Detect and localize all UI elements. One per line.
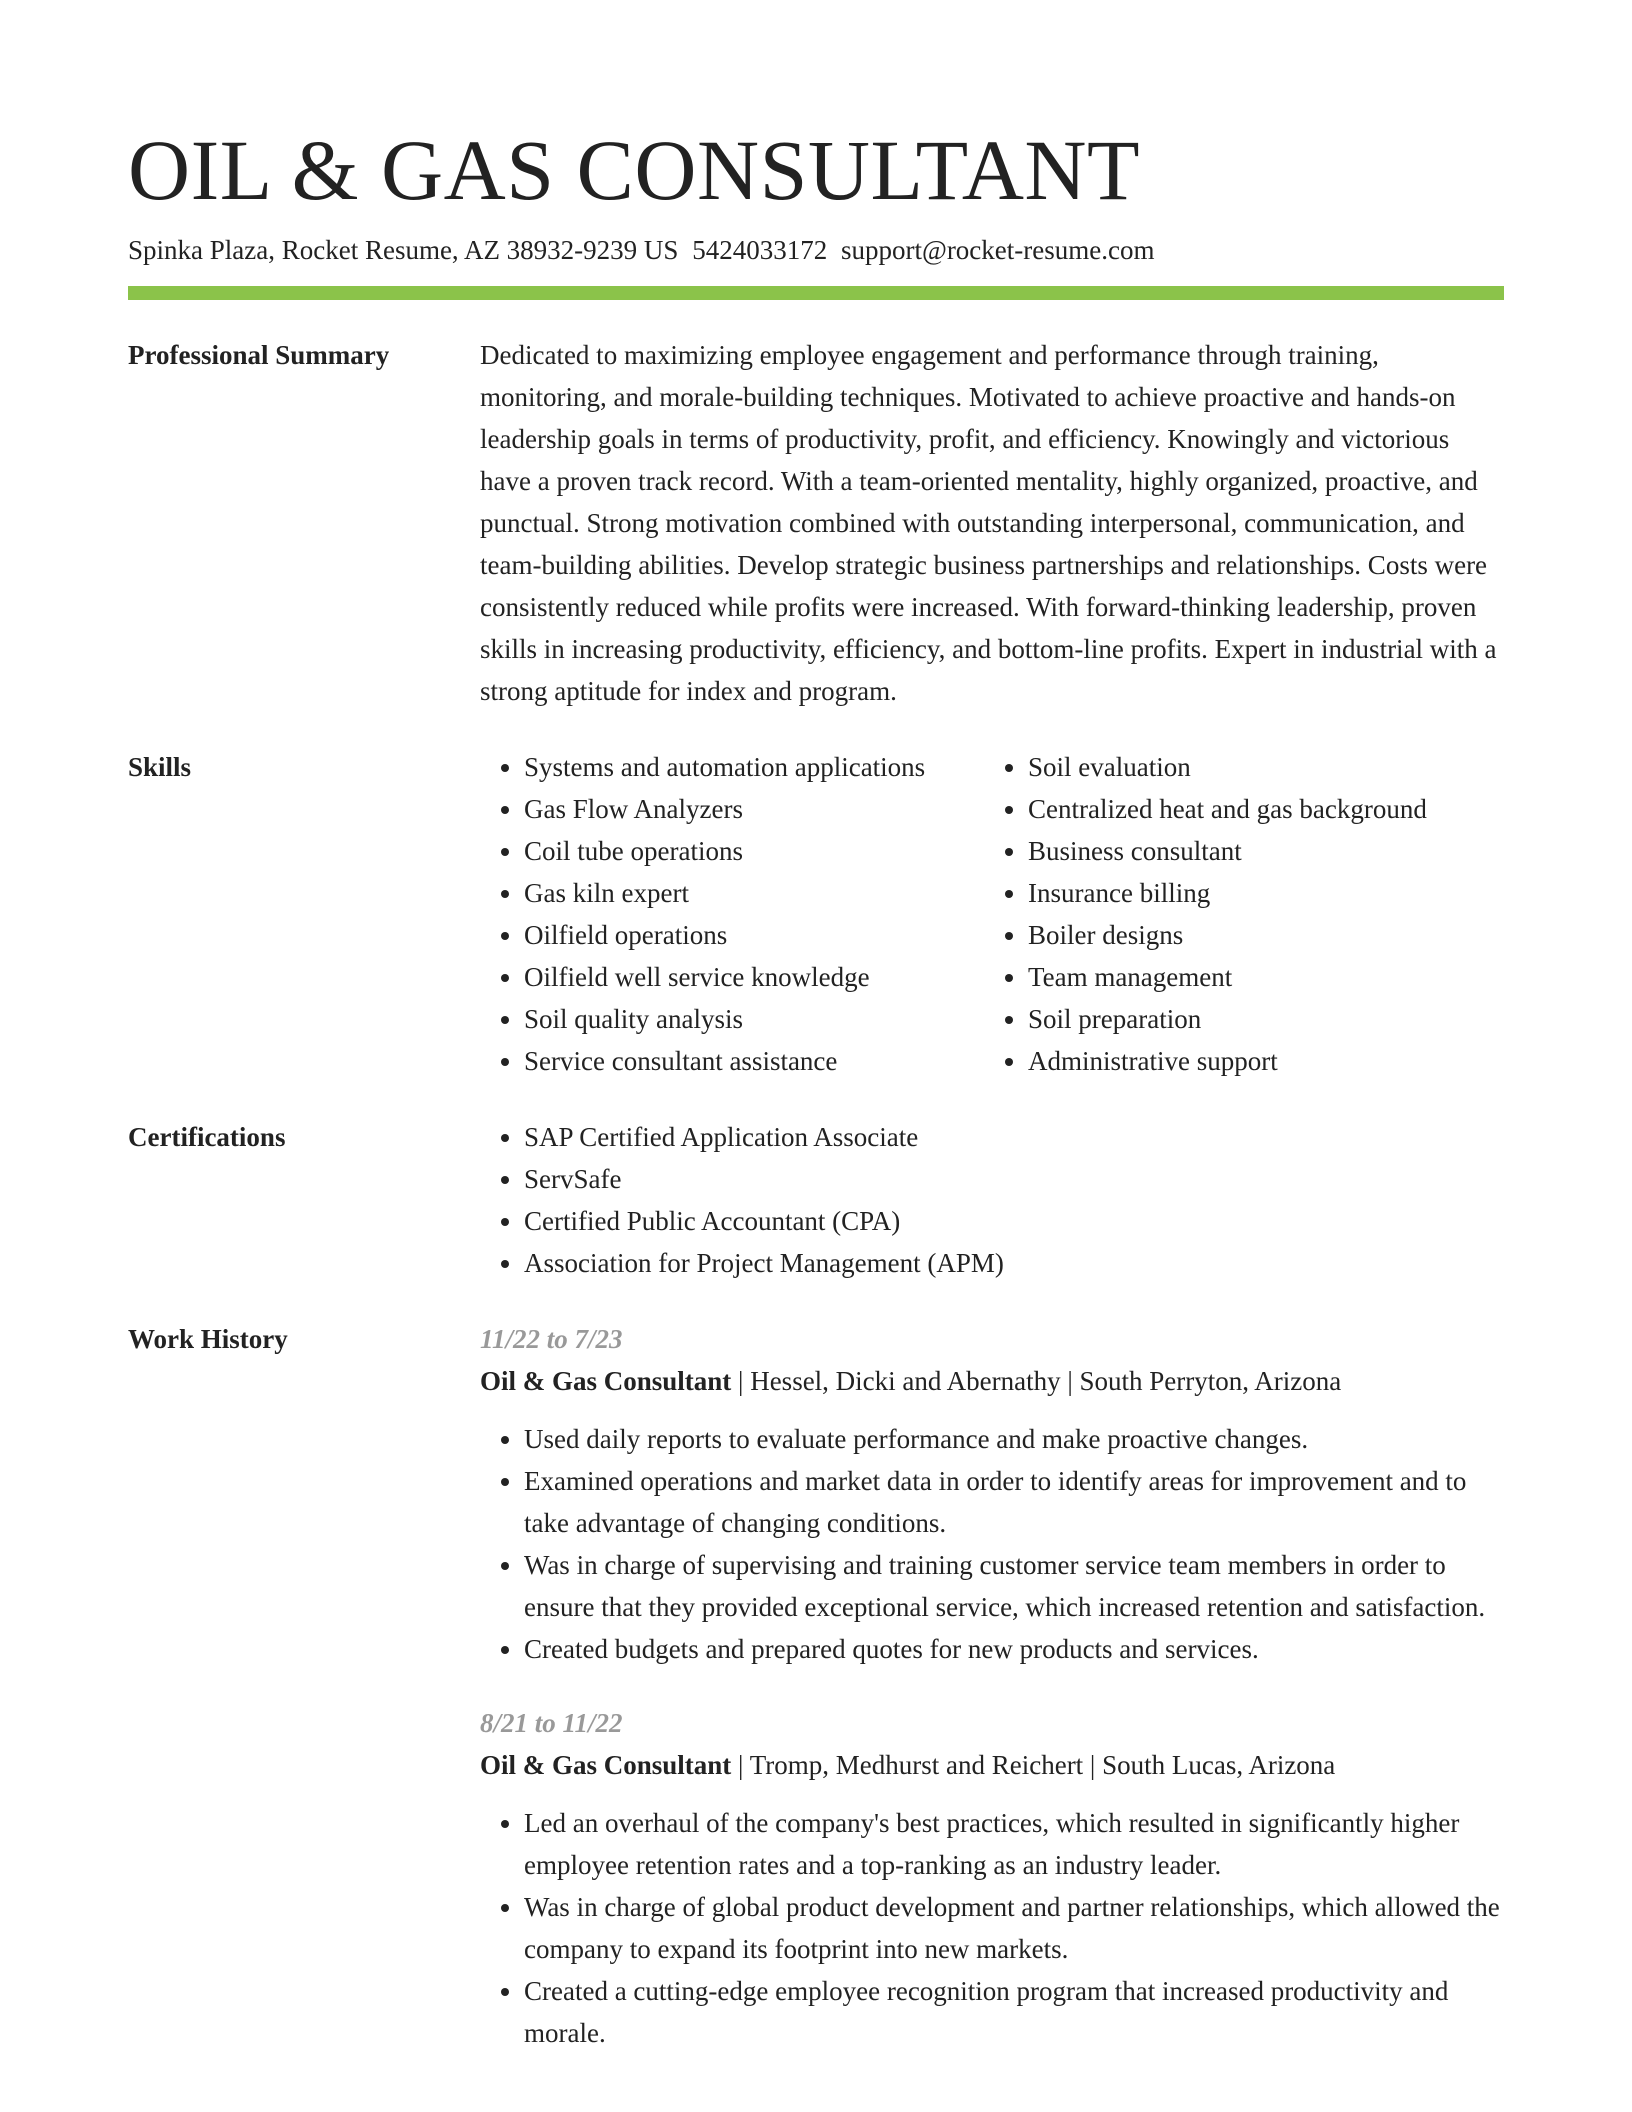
certification-item: • Association for Project Management (APM) <box>524 1242 1504 1284</box>
skill-item: • Insurance billing <box>1028 872 1504 914</box>
contact-address: Spinka Plaza, Rocket Resume, AZ 38932-9239 US <box>128 235 679 265</box>
job-bullet: • Created a cutting-edge employee recognition program that increased productivity and morale. <box>524 1970 1504 2054</box>
skill-item: • Centralized heat and gas background <box>1028 788 1504 830</box>
skill-item: • Business consultant <box>1028 830 1504 872</box>
job-bullet: • Was in charge of supervising and training customer service team members in order to ensure that they provided exceptional service, which increased retention and satisfaction. <box>524 1544 1504 1628</box>
skill-item: • Administrative support <box>1028 1040 1504 1082</box>
work-history-section <box>128 1318 1504 2054</box>
job-title: Oil & Gas Consultant <box>480 1750 732 1780</box>
job-entry <box>480 1318 1504 1670</box>
skill-item: • Gas Flow Analyzers <box>524 788 984 830</box>
skills-section <box>128 746 1504 1082</box>
work-history-heading: Work History <box>128 1324 288 1354</box>
skills-list-left <box>480 746 984 1082</box>
job-dates: 8/21 to 11/22 <box>480 1708 623 1738</box>
job-bullet: • Led an overhaul of the company's best practices, which resulted in significantly higher employee retention rates and a top-ranking as an industry leader. <box>524 1802 1504 1886</box>
job-entry <box>480 1702 1504 2054</box>
job-bullet: • Was in charge of global product development and partner relationships, which allowed the company to expand its footprint into new markets. <box>524 1886 1504 1970</box>
skill-item: • Service consultant assistance <box>524 1040 984 1082</box>
skill-item: • Gas kiln expert <box>524 872 984 914</box>
skill-item: • Oilfield well service knowledge <box>524 956 984 998</box>
job-title: Oil & Gas Consultant <box>480 1366 732 1396</box>
skill-item: • Soil evaluation <box>1028 746 1504 788</box>
summary-text: Dedicated to maximizing employee engagement and performance through training, monitoring, and morale-building techniques. Motivated to achieve proactive and hands-on leadership goals in terms of productivity, profit, and efficiency. Knowingly and victorious have a proven track record. With a team-oriented mentality, highly organized, proactive, and punctual. Strong motivation combined with outstanding interpersonal, communication, and team-building abilities. Develop strategic business partnerships and relationships. Costs were consistently reduced while profits were increased. With forward-thinking leadership, proven skills in increasing productivity, efficiency, and bottom-line profits. Expert in industrial with a strong aptitude for index and program. <box>480 340 1497 706</box>
job-header <box>480 1744 1504 1786</box>
skill-item: • Coil tube operations <box>524 830 984 872</box>
certifications-body <box>480 1116 1504 1284</box>
summary-body <box>480 334 1504 712</box>
skill-item: • Team management <box>1028 956 1504 998</box>
certification-item: • SAP Certified Application Associate <box>524 1116 1504 1158</box>
job-details: | Hessel, Dicki and Abernathy | South Perryton, Arizona <box>731 1366 1342 1396</box>
resume-page <box>128 120 1504 2054</box>
work-history-body <box>480 1318 1504 2054</box>
skill-item: • Soil preparation <box>1028 998 1504 1040</box>
resume-title: OIL & GAS CONSULTANT <box>128 122 1141 218</box>
skill-item: • Systems and automation applications <box>524 746 984 788</box>
job-bullets <box>480 1802 1504 2054</box>
skills-body <box>480 746 1504 1082</box>
skills-list-right <box>984 746 1504 1082</box>
certification-item: • Certified Public Accountant (CPA) <box>524 1200 1504 1242</box>
job-bullet: • Examined operations and market data in order to identify areas for improvement and to take advantage of changing conditions. <box>524 1460 1504 1544</box>
certification-item: • ServSafe <box>524 1158 1504 1200</box>
accent-divider <box>128 286 1504 300</box>
summary-heading: Professional Summary <box>128 340 390 370</box>
certifications-list <box>480 1116 1504 1284</box>
job-bullet: • Created budgets and prepared quotes for new products and services. <box>524 1628 1504 1670</box>
contact-line <box>128 232 1504 268</box>
contact-email: support@rocket-resume.com <box>840 235 1155 265</box>
skill-item: • Soil quality analysis <box>524 998 984 1040</box>
certifications-section <box>128 1116 1504 1284</box>
job-header <box>480 1360 1504 1402</box>
skill-item: • Oilfield operations <box>524 914 984 956</box>
job-bullets <box>480 1418 1504 1670</box>
job-details: | Tromp, Medhurst and Reichert | South Lucas, Arizona <box>731 1750 1336 1780</box>
job-dates: 11/22 to 7/23 <box>480 1324 623 1354</box>
job-bullet: • Used daily reports to evaluate performance and make proactive changes. <box>524 1418 1504 1460</box>
certifications-heading: Certifications <box>128 1122 286 1152</box>
summary-section <box>128 334 1504 712</box>
skill-item: • Boiler designs <box>1028 914 1504 956</box>
contact-phone: 5424033172 <box>692 235 828 265</box>
skills-heading: Skills <box>128 752 192 782</box>
